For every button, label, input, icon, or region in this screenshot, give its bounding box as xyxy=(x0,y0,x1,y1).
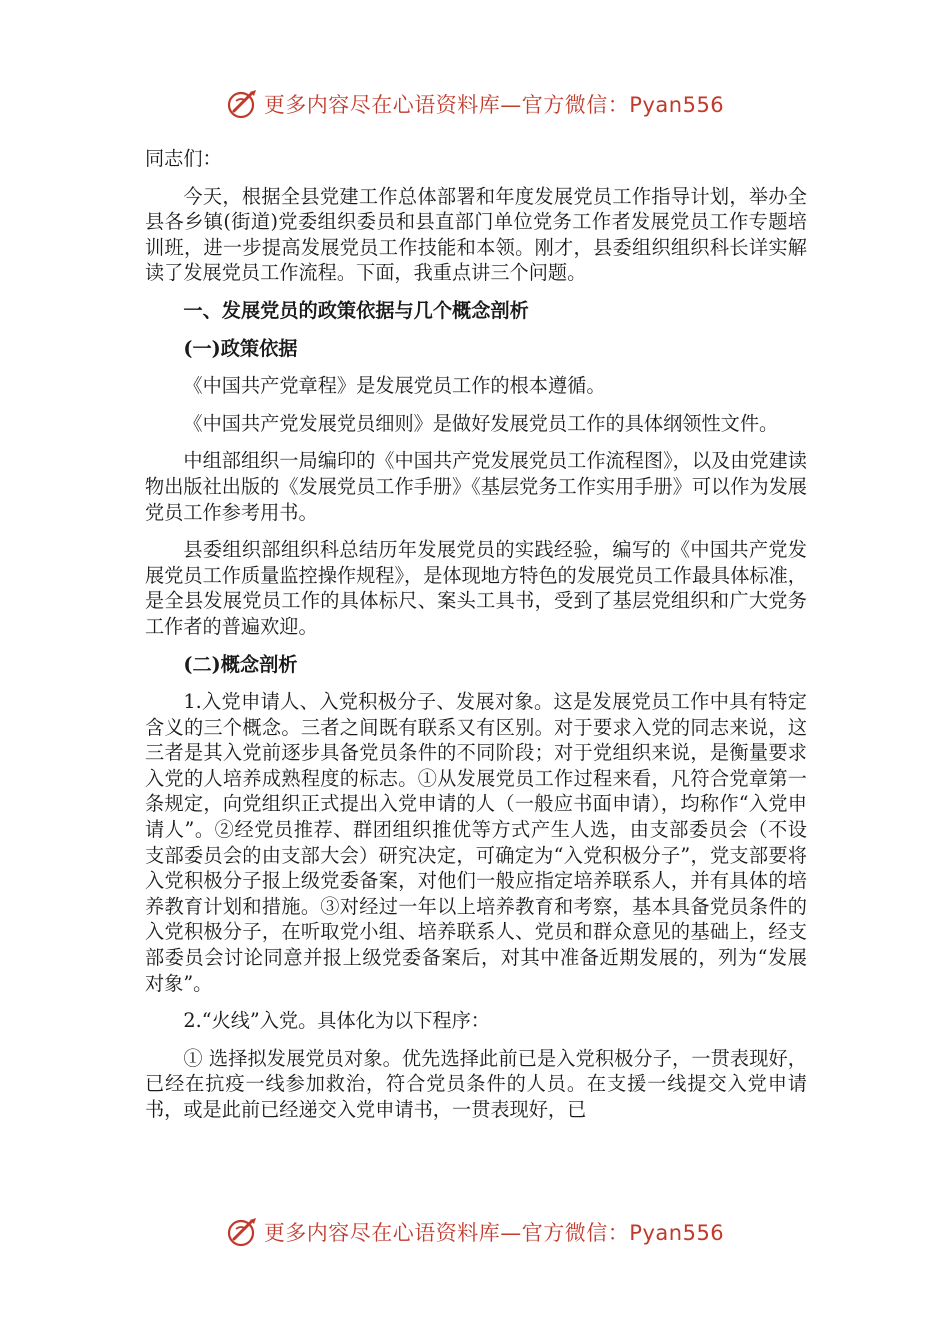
watermark-text: 更多内容尽在心语资料库—官方微信：Pyan556 xyxy=(263,93,725,117)
watermark-text: 更多内容尽在心语资料库—官方微信：Pyan556 xyxy=(263,1221,725,1245)
paragraph-manuals: 中组部组织一局编印的《中国共产党发展党员工作流程图》，以及由党建读物出版社出版的《发展党员工作手册》《基层党务工作实用手册》可以作为发展党员工作参考用书。 xyxy=(145,449,807,524)
paragraph-charter: 《中国共产党章程》是发展党员工作的根本遵循。 xyxy=(183,374,606,398)
paragraph-concept1: 1.入党申请人、入党积极分子、发展对象。这是发展党员工作中具有特定含义的三个概念。三者之间既有联系又有区别。对于要求入党的同志来说，这三者是其入党前逐步具备党员条件的不同阶段；对于党组织来说，是衡量要求入党的人培养成熟程度的标志。①从发展党员工作过程来看，凡符合党章第一条规定，向党组织正式提出入党申请的人（一般应书面申请），均称作“入党申请人”。②经党员推荐、群团组织推优等方式产生人选，由支部委员会（不设支部委员会的由支部大会）研究决定，可确定为“入党积极分子”，党支部要将入党积极分子报上级党委备案，对他们一般应指定培养联系人，并有具体的培养教育计划和措施。③对经过一年以上培养教育和考察，基本具备党员条件的入党积极分子，在听取党小组、培养联系人、党员和群众意见的基础上，经支部委员会讨论同意并报上级党委备案后，对其中准备近期发展的，列为“发展对象”。 xyxy=(145,690,807,995)
subsection2-title: (二)概念剖析 xyxy=(183,652,298,676)
pen-logo-icon xyxy=(226,1215,260,1249)
paragraph-step1: ① 选择拟发展党员对象。优先选择此前已是入党积极分子，一贯表现好，已经在抗疫一线参加救治，符合党员条件的人员。在支援一线提交入党申请书，或是此前已经递交入党申请书，一贯表现好，已 xyxy=(145,1046,807,1121)
pen-logo-icon xyxy=(226,87,260,121)
document-body xyxy=(145,146,807,1123)
section1-title: 一、发展党员的政策依据与几个概念剖析 xyxy=(183,298,529,322)
subsection1-title: (一)政策依据 xyxy=(183,336,298,360)
paragraph-rules: 《中国共产党发展党员细则》是做好发展党员工作的具体纲领性文件。 xyxy=(183,411,779,435)
paragraph-county: 县委组织部组织科总结历年发展党员的实践经验，编写的《中国共产党发展党员工作质量监控操作规程》，是体现地方特色的发展党员工作最具体标准，是全县发展党员工作的具体标尺、案头工具书，受到了基层党组织和广大党务工作者的普遍欢迎。 xyxy=(145,538,807,638)
paragraph-concept2: 2.“火线”入党。具体化为以下程序： xyxy=(183,1009,490,1033)
greeting: 同志们： xyxy=(145,147,222,170)
intro-paragraph: 今天，根据全县党建工作总体部署和年度发展党员工作指导计划，举办全县各乡镇(街道)党委组织委员和县直部门单位党务工作者发展党员工作专题培训班，进一步提高发展党员工作技能和本领。刚才，县委组织组织科长详实解读了发展党员工作流程。下面，我重点讲三个问题。 xyxy=(145,184,807,285)
watermark-banner-top xyxy=(0,84,950,124)
watermark-banner-bottom xyxy=(0,1212,950,1252)
